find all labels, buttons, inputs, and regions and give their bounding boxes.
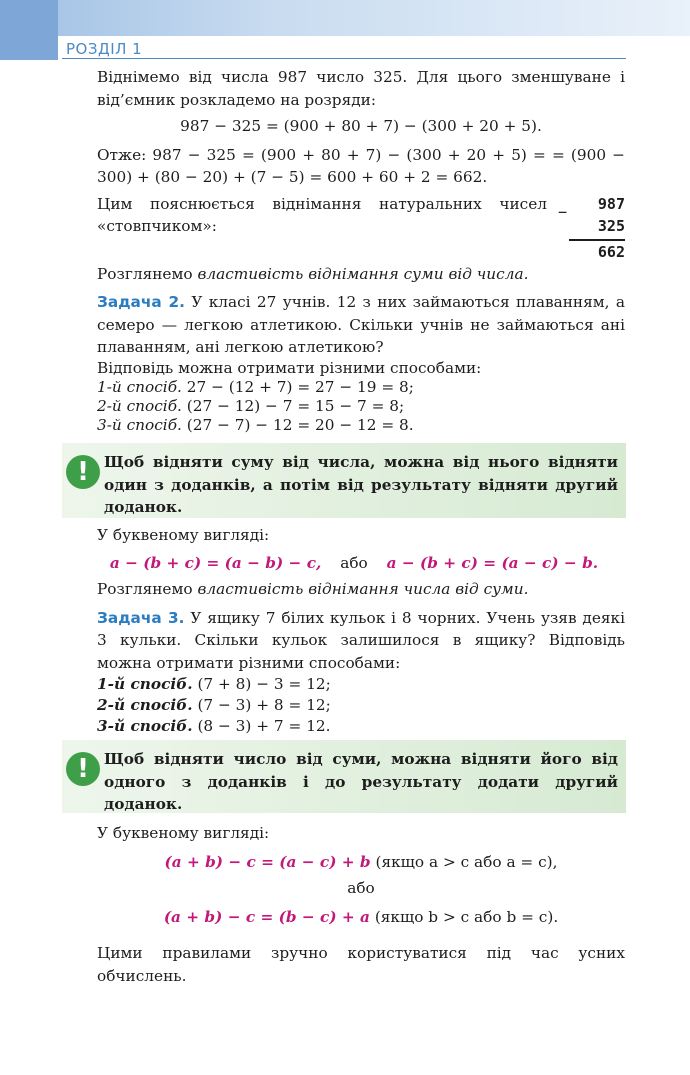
task-3-way-2 bbox=[97, 695, 625, 716]
way-label: 2-й спосіб. bbox=[97, 696, 193, 714]
task-2-answer: Відповідь можна отримати різними способами: bbox=[97, 358, 482, 377]
exclamation-icon: ! bbox=[66, 455, 100, 489]
header-band bbox=[0, 0, 690, 36]
page-content bbox=[97, 66, 625, 435]
task-3-label: Задача 3. bbox=[97, 608, 185, 627]
column-minuend: 987 bbox=[597, 194, 625, 213]
formula-2a: (a + b) − c = (a − c) + b bbox=[164, 852, 371, 871]
or-word-2: або bbox=[347, 879, 375, 897]
letter-form-1-label: У буквеному вигляді: bbox=[97, 526, 270, 544]
formula-2b: (a + b) − c = (b − c) + a bbox=[163, 907, 370, 926]
rule-1-text: Щоб відняти суму від числа, можна від нього відняти один з доданків, а потім від результату відняти другий доданок. bbox=[104, 453, 618, 516]
way-label: 3-й спосіб. bbox=[97, 415, 182, 434]
closing-paragraph: Цими правилами зручно користуватися під час усних обчислень. bbox=[97, 944, 625, 985]
column-numbers bbox=[569, 193, 625, 263]
way-label: 3-й спосіб. bbox=[97, 717, 193, 735]
task-2-label: Задача 2. bbox=[97, 293, 185, 311]
way-expression: (8 − 3) + 7 = 12. bbox=[192, 717, 331, 735]
task-3-way-3 bbox=[97, 716, 625, 737]
intro-paragraph: Віднімемо від числа 987 число 325. Для цього зменшуване і від’ємник розкладемо на розряди: bbox=[97, 68, 625, 109]
task-3 bbox=[97, 607, 625, 675]
way-expression: 27 − (12 + 7) = 27 − 19 = 8; bbox=[181, 377, 414, 396]
way-label: 2-й спосіб. bbox=[97, 396, 182, 415]
property-1-emphasis: властивість віднімання суми від числа. bbox=[197, 264, 529, 283]
rule-2-text: Щоб відняти число від суми, можна відняти його від одного з доданків і до результату додати другий доданок. bbox=[104, 750, 618, 813]
rule-box-2 bbox=[62, 740, 626, 813]
letter-form-2-label: У буквеному вигляді: bbox=[97, 824, 270, 842]
property-1-lead: Розглянемо bbox=[97, 264, 198, 283]
task-2 bbox=[97, 291, 625, 359]
column-minus-sign: − bbox=[557, 202, 567, 221]
property-2-emphasis: властивість віднімання числа від суми. bbox=[197, 580, 529, 598]
task-2-way-3 bbox=[97, 416, 625, 435]
property-1 bbox=[97, 263, 625, 286]
page-content-2 bbox=[97, 524, 625, 737]
way-label: 1-й спосіб. bbox=[97, 675, 193, 693]
letter-form-2a bbox=[97, 851, 625, 874]
condition-2a: (якщо a > c або a = c), bbox=[370, 852, 558, 871]
column-subtraction bbox=[97, 193, 625, 263]
formula-1a: a − (b + c) = (a − b) − c, bbox=[109, 553, 322, 572]
property-2 bbox=[97, 578, 625, 601]
letter-form-1 bbox=[83, 552, 625, 575]
way-label: 1-й спосіб. bbox=[97, 377, 182, 396]
header-rule bbox=[62, 58, 626, 59]
or-word: або bbox=[340, 553, 368, 572]
task-2-way-1 bbox=[97, 378, 625, 397]
way-expression: (27 − 7) − 12 = 20 − 12 = 8. bbox=[181, 415, 414, 434]
column-subtrahend: 325 bbox=[597, 216, 625, 235]
page-content-3 bbox=[97, 822, 625, 987]
property-2-lead: Розглянемо bbox=[97, 580, 198, 598]
exclamation-icon: ! bbox=[66, 752, 100, 786]
corner-tab bbox=[0, 0, 58, 60]
way-expression: (27 − 12) − 7 = 15 − 7 = 8; bbox=[181, 396, 405, 415]
task-3-text: У ящику 7 білих кульок і 8 чорних. Учень узяв деякі 3 кульки. Скільки кульок залишилося в ящику? Відповідь можна отримати різними способами: bbox=[97, 608, 625, 672]
equation-result: Отже: 987 − 325 = (900 + 80 + 7) − (300 + 20 + 5) = = (900 − 300) + (80 − 20) + (7 − 5) = 600 + 60 + 2 = 662. bbox=[97, 145, 625, 186]
way-expression: (7 − 3) + 8 = 12; bbox=[192, 696, 331, 714]
letter-form-2b bbox=[97, 906, 625, 929]
rule-box-1 bbox=[62, 443, 626, 518]
task-2-way-2 bbox=[97, 397, 625, 416]
formula-1b: a − (b + c) = (a − c) − b. bbox=[386, 553, 599, 572]
column-result: 662 bbox=[569, 239, 625, 263]
task-2-text: У класі 27 учнів. 12 з них займаються плаванням, а семеро — легкою атлетикою. Скільки учнів не займаються ані плаванням, ані легкою атлетикою? bbox=[97, 293, 625, 356]
equation-decomposition: 987 − 325 = (900 + 80 + 7) − (300 + 20 + 5). bbox=[180, 117, 542, 135]
condition-2b: (якщо b > c або b = c). bbox=[369, 907, 559, 926]
task-3-way-1 bbox=[97, 674, 625, 695]
column-text: Цим пояснюється віднімання натуральних чисел «стовпчиком»: bbox=[97, 194, 547, 235]
section-label: РОЗДІЛ 1 bbox=[66, 40, 143, 58]
way-expression: (7 + 8) − 3 = 12; bbox=[192, 675, 331, 693]
